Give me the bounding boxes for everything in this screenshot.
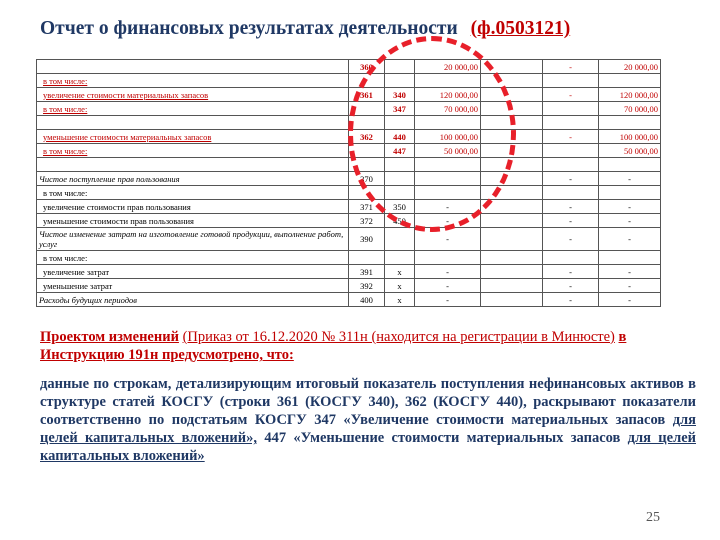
row-value-2	[543, 186, 599, 200]
table-body	[37, 60, 661, 307]
row-value-1: 20 000,00	[415, 60, 481, 74]
row-code	[349, 74, 385, 88]
row-value-3: 120 000,00	[599, 88, 661, 102]
row-spacer-cell	[481, 116, 543, 130]
table-row	[37, 200, 661, 214]
row-value-3: -	[599, 228, 661, 251]
row-value-2	[543, 144, 599, 158]
row-name: в том числе:	[37, 186, 349, 200]
table-row	[37, 88, 661, 102]
row-name: Расходы будущих периодов	[37, 293, 349, 307]
row-code	[349, 251, 385, 265]
row-value-2: -	[543, 88, 599, 102]
row-name	[37, 158, 349, 172]
row-code	[349, 144, 385, 158]
row-code	[349, 186, 385, 200]
row-spacer-cell	[481, 74, 543, 88]
row-code: 371	[349, 200, 385, 214]
row-name: в том числе:	[37, 144, 349, 158]
row-value-1	[415, 172, 481, 186]
row-spacer-cell	[481, 172, 543, 186]
row-name: увеличение затрат	[37, 265, 349, 279]
row-value-3: 100 000,00	[599, 130, 661, 144]
row-kosgu: 447	[385, 144, 415, 158]
row-name: уменьшение затрат	[37, 279, 349, 293]
row-code: 372	[349, 214, 385, 228]
row-value-1	[415, 186, 481, 200]
row-spacer-cell	[481, 293, 543, 307]
table-row	[37, 130, 661, 144]
row-code: 390	[349, 228, 385, 251]
table-row	[37, 158, 661, 172]
row-code	[349, 158, 385, 172]
page-number: 25	[646, 510, 660, 525]
row-name: увеличение стоимости прав пользования	[37, 200, 349, 214]
row-value-1	[415, 116, 481, 130]
row-value-2	[543, 116, 599, 130]
row-value-2	[543, 102, 599, 116]
row-code: 370	[349, 172, 385, 186]
body-underline-b: для целей капитальных вложений»	[40, 430, 697, 464]
row-kosgu	[385, 186, 415, 200]
table-row	[37, 279, 661, 293]
row-spacer-cell	[481, 60, 543, 74]
row-name: в том числе:	[37, 251, 349, 265]
row-kosgu	[385, 60, 415, 74]
row-kosgu: x	[385, 265, 415, 279]
row-name: Чистое поступление прав пользования	[37, 172, 349, 186]
row-spacer-cell	[481, 144, 543, 158]
row-spacer-cell	[481, 158, 543, 172]
table-row	[37, 144, 661, 158]
body-text-b: 447 «Уменьшение стоимости материальных запасов	[264, 430, 621, 446]
row-name: в том числе:	[37, 74, 349, 88]
row-value-2: -	[543, 130, 599, 144]
row-value-3	[599, 251, 661, 265]
row-value-3: 70 000,00	[599, 102, 661, 116]
row-spacer-cell	[481, 279, 543, 293]
slide-title	[40, 18, 570, 40]
row-value-2: -	[543, 60, 599, 74]
intro-lead: Проектом изменений	[40, 329, 179, 345]
table-row	[37, 293, 661, 307]
table-row	[37, 251, 661, 265]
body-underline-a: для целей капитальных вложений»,	[40, 412, 697, 446]
table-row	[37, 60, 661, 74]
row-spacer-cell	[481, 228, 543, 251]
row-value-2: -	[543, 214, 599, 228]
row-kosgu: 350	[385, 200, 415, 214]
row-code	[349, 116, 385, 130]
row-spacer-cell	[481, 186, 543, 200]
body-paragraph	[40, 375, 696, 465]
row-value-1: -	[415, 293, 481, 307]
row-kosgu: 347	[385, 102, 415, 116]
row-name: Чистое изменение затрат на изготовление готовой продукции, выполнение работ, услуг	[37, 228, 349, 251]
row-code: 391	[349, 265, 385, 279]
row-kosgu: 440	[385, 130, 415, 144]
row-value-1	[415, 158, 481, 172]
table-row	[37, 214, 661, 228]
row-code: 362	[349, 130, 385, 144]
row-value-3: -	[599, 214, 661, 228]
row-value-2: -	[543, 200, 599, 214]
table-row	[37, 265, 661, 279]
row-value-3: -	[599, 172, 661, 186]
row-value-1: 120 000,00	[415, 88, 481, 102]
row-value-3	[599, 186, 661, 200]
row-code: 392	[349, 279, 385, 293]
row-value-3: -	[599, 200, 661, 214]
row-value-3	[599, 116, 661, 130]
row-value-2: -	[543, 279, 599, 293]
row-value-1: -	[415, 214, 481, 228]
row-value-2: -	[543, 172, 599, 186]
row-value-1: -	[415, 265, 481, 279]
table-row	[37, 172, 661, 186]
row-value-1: 100 000,00	[415, 130, 481, 144]
row-value-3	[599, 158, 661, 172]
table-row	[37, 228, 661, 251]
row-value-1: 50 000,00	[415, 144, 481, 158]
row-kosgu: x	[385, 279, 415, 293]
row-spacer-cell	[481, 200, 543, 214]
intro-paragraph	[40, 328, 696, 364]
row-value-2	[543, 74, 599, 88]
row-kosgu: x	[385, 293, 415, 307]
row-value-1	[415, 251, 481, 265]
row-name	[37, 116, 349, 130]
intro-reference: (Приказ от 16.12.2020 № 311н (находится на регистрации в Минюсте)	[182, 329, 615, 345]
row-value-3	[599, 74, 661, 88]
table-row	[37, 186, 661, 200]
row-value-2	[543, 251, 599, 265]
row-value-1	[415, 74, 481, 88]
row-value-2: -	[543, 265, 599, 279]
body-text-a: данные по строкам, детализирующим итоговый показатель поступления нефинансовых активов в структуре статей КОСГУ (строки 361 (КОСГУ 340), 362 (КОСГУ 440), раскрывают показатели соответственно по подстатьям КОСГУ 347 «Увеличение стоимости материальных запасов	[40, 376, 696, 428]
row-kosgu	[385, 251, 415, 265]
row-kosgu	[385, 158, 415, 172]
row-value-2: -	[543, 293, 599, 307]
financial-results-table	[36, 59, 661, 307]
row-spacer-cell	[481, 251, 543, 265]
row-spacer-cell	[481, 265, 543, 279]
row-spacer-cell	[481, 88, 543, 102]
intro-tail: в Инструкцию 191н предусмотрено, что:	[40, 329, 627, 363]
row-kosgu	[385, 116, 415, 130]
row-kosgu	[385, 74, 415, 88]
row-code: 400	[349, 293, 385, 307]
form-code: (ф.0503121)	[470, 18, 571, 39]
row-name: уменьшение стоимости материальных запасов	[37, 130, 349, 144]
row-spacer-cell	[481, 102, 543, 116]
row-value-3: -	[599, 279, 661, 293]
table-row	[37, 116, 661, 130]
row-code: 361	[349, 88, 385, 102]
row-name: в том числе:	[37, 102, 349, 116]
table-row	[37, 74, 661, 88]
table-row	[37, 102, 661, 116]
row-name	[37, 60, 349, 74]
row-value-3: 20 000,00	[599, 60, 661, 74]
row-value-2	[543, 158, 599, 172]
row-code: 360	[349, 60, 385, 74]
row-value-3: -	[599, 265, 661, 279]
row-value-1: -	[415, 279, 481, 293]
title-main: Отчет о финансовых результатах деятельности	[40, 18, 458, 39]
row-spacer-cell	[481, 130, 543, 144]
row-value-1: -	[415, 200, 481, 214]
row-name: уменьшение стоимости прав пользования	[37, 214, 349, 228]
row-kosgu: 340	[385, 88, 415, 102]
row-kosgu	[385, 228, 415, 251]
row-value-1: -	[415, 228, 481, 251]
row-kosgu: 450	[385, 214, 415, 228]
row-value-3: -	[599, 293, 661, 307]
row-spacer-cell	[481, 214, 543, 228]
row-name: увеличение стоимости материальных запасов	[37, 88, 349, 102]
row-value-3: 50 000,00	[599, 144, 661, 158]
row-kosgu	[385, 172, 415, 186]
row-value-1: 70 000,00	[415, 102, 481, 116]
row-code	[349, 102, 385, 116]
row-value-2: -	[543, 228, 599, 251]
